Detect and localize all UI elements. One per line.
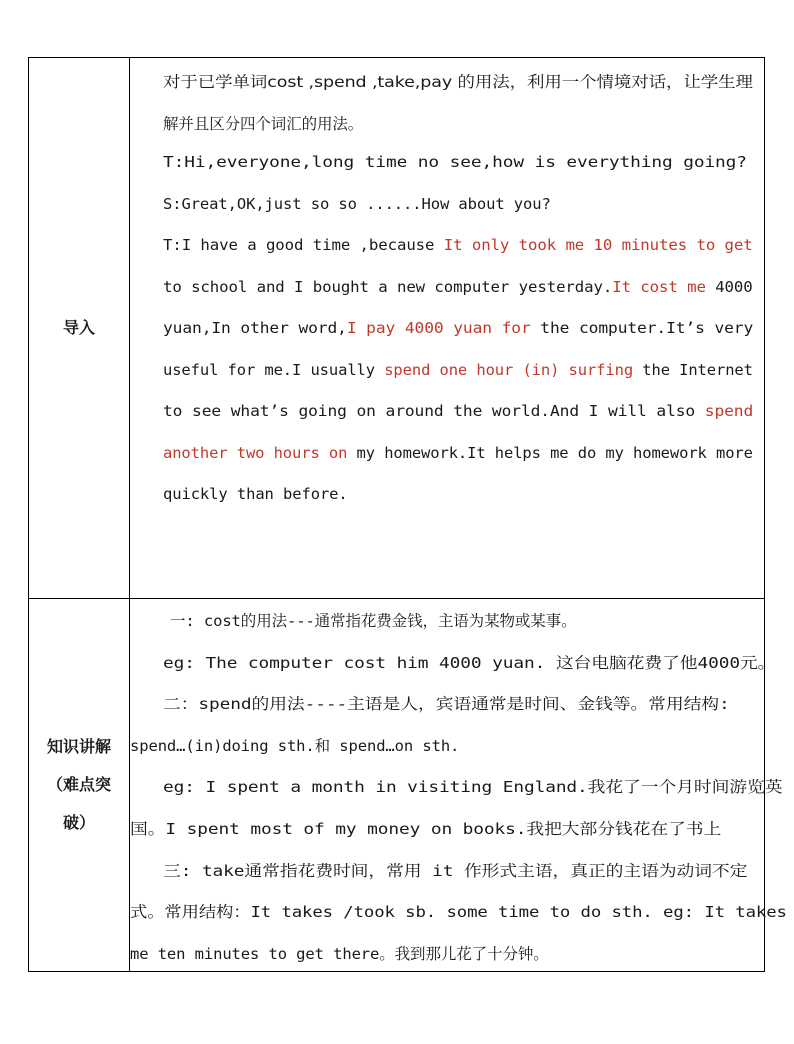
text-segment: 解并且区分四个词汇的用法。 xyxy=(163,114,364,133)
row-knowledge xyxy=(29,599,787,971)
row-intro xyxy=(29,58,764,599)
text-segment: T:Hi,everyone,long time no see,how is everything going? xyxy=(163,153,747,171)
text-segment: 4000 xyxy=(705,277,753,296)
text-segment: spend…(in)doing sth.和 spend…on sth. xyxy=(130,736,460,755)
text-line xyxy=(163,112,363,134)
text-segment: useful for me. xyxy=(163,360,293,379)
text-line xyxy=(130,900,787,922)
text-line xyxy=(163,692,730,714)
text-line xyxy=(130,817,721,839)
text-segment: 国。I spent most of my money on books.我把大部分钱花在了书上 xyxy=(130,820,722,838)
text-segment: to school and I bought a new computer yesterday. xyxy=(163,277,613,296)
highlighted-phrase: It cost me xyxy=(612,277,706,296)
row-label-line: 破） xyxy=(62,813,95,832)
text-line xyxy=(163,319,753,337)
row-content-knowledge xyxy=(130,599,787,971)
text-segment: T:I have a good time ,because xyxy=(163,236,444,254)
text-line xyxy=(163,402,753,420)
text-segment: my homework.It helps me do my homework more xyxy=(347,443,753,462)
text-line xyxy=(163,361,753,379)
row-label-text: 导入 xyxy=(62,318,95,337)
row-label-line: （难点突 xyxy=(46,775,111,794)
text-line xyxy=(170,609,577,631)
text-segment: me ten minutes to get there。我到那儿花了十分钟。 xyxy=(130,944,549,963)
text-line xyxy=(163,153,747,171)
highlighted-phrase: I pay 4000 yuan for xyxy=(346,319,531,337)
text-segment: 三: take通常指花费时间，常用 it 作形式主语，真正的主语为动词不定 xyxy=(163,861,748,880)
text-line xyxy=(130,942,549,964)
highlighted-phrase: another two hours on xyxy=(163,443,348,462)
text-segment: the Internet xyxy=(633,360,753,379)
text-segment: 一: cost的用法---通常指花费金钱，主语为某物或某事。 xyxy=(170,612,577,630)
text-segment: 式。常用结构：It takes /took sb. some time to do sth. eg: It takes xyxy=(130,903,787,922)
text-line xyxy=(163,444,753,462)
text-line xyxy=(163,70,753,92)
row-label-intro xyxy=(29,58,130,598)
highlighted-phrase: spend xyxy=(704,402,754,420)
text-segment: eg: The computer cost him 4000 yuan. 这台电脑花费了他4000元。 xyxy=(163,653,776,672)
row-label-line: 知识讲解 xyxy=(46,737,111,756)
text-segment: eg: I spent a month in visiting England.我花了一个月时间游览英 xyxy=(163,778,783,797)
row-content-intro xyxy=(130,58,764,598)
text-line xyxy=(163,651,775,673)
text-line xyxy=(163,775,782,797)
text-segment: I usually xyxy=(292,360,385,379)
text-segment: 二：spend的用法----主语是人，宾语通常是时间、金钱等。常用结构: xyxy=(163,695,730,714)
highlighted-phrase: It only took me 10 minutes to get xyxy=(443,236,753,254)
text-line xyxy=(163,195,551,213)
text-segment: S:Great,OK,just so so ......How about you? xyxy=(163,194,551,213)
row-label-knowledge xyxy=(29,599,130,971)
text-segment: yuan,In other word, xyxy=(163,319,347,337)
text-segment: the computer.It’s very xyxy=(530,319,754,337)
text-line xyxy=(163,278,753,296)
text-line xyxy=(130,734,459,756)
lesson-table xyxy=(28,57,787,972)
text-line xyxy=(163,485,348,503)
text-segment: 对于已学单词cost ,spend ,take,pay 的用法，利用一个情境对话，让学生理 xyxy=(163,73,753,91)
highlighted-phrase: spend one hour (in) surfing xyxy=(384,360,634,379)
text-line xyxy=(163,859,747,881)
text-line xyxy=(163,236,753,254)
text-segment: quickly than before. xyxy=(163,485,348,503)
text-segment: to see what’s going on around the world.And I will also xyxy=(163,402,705,420)
